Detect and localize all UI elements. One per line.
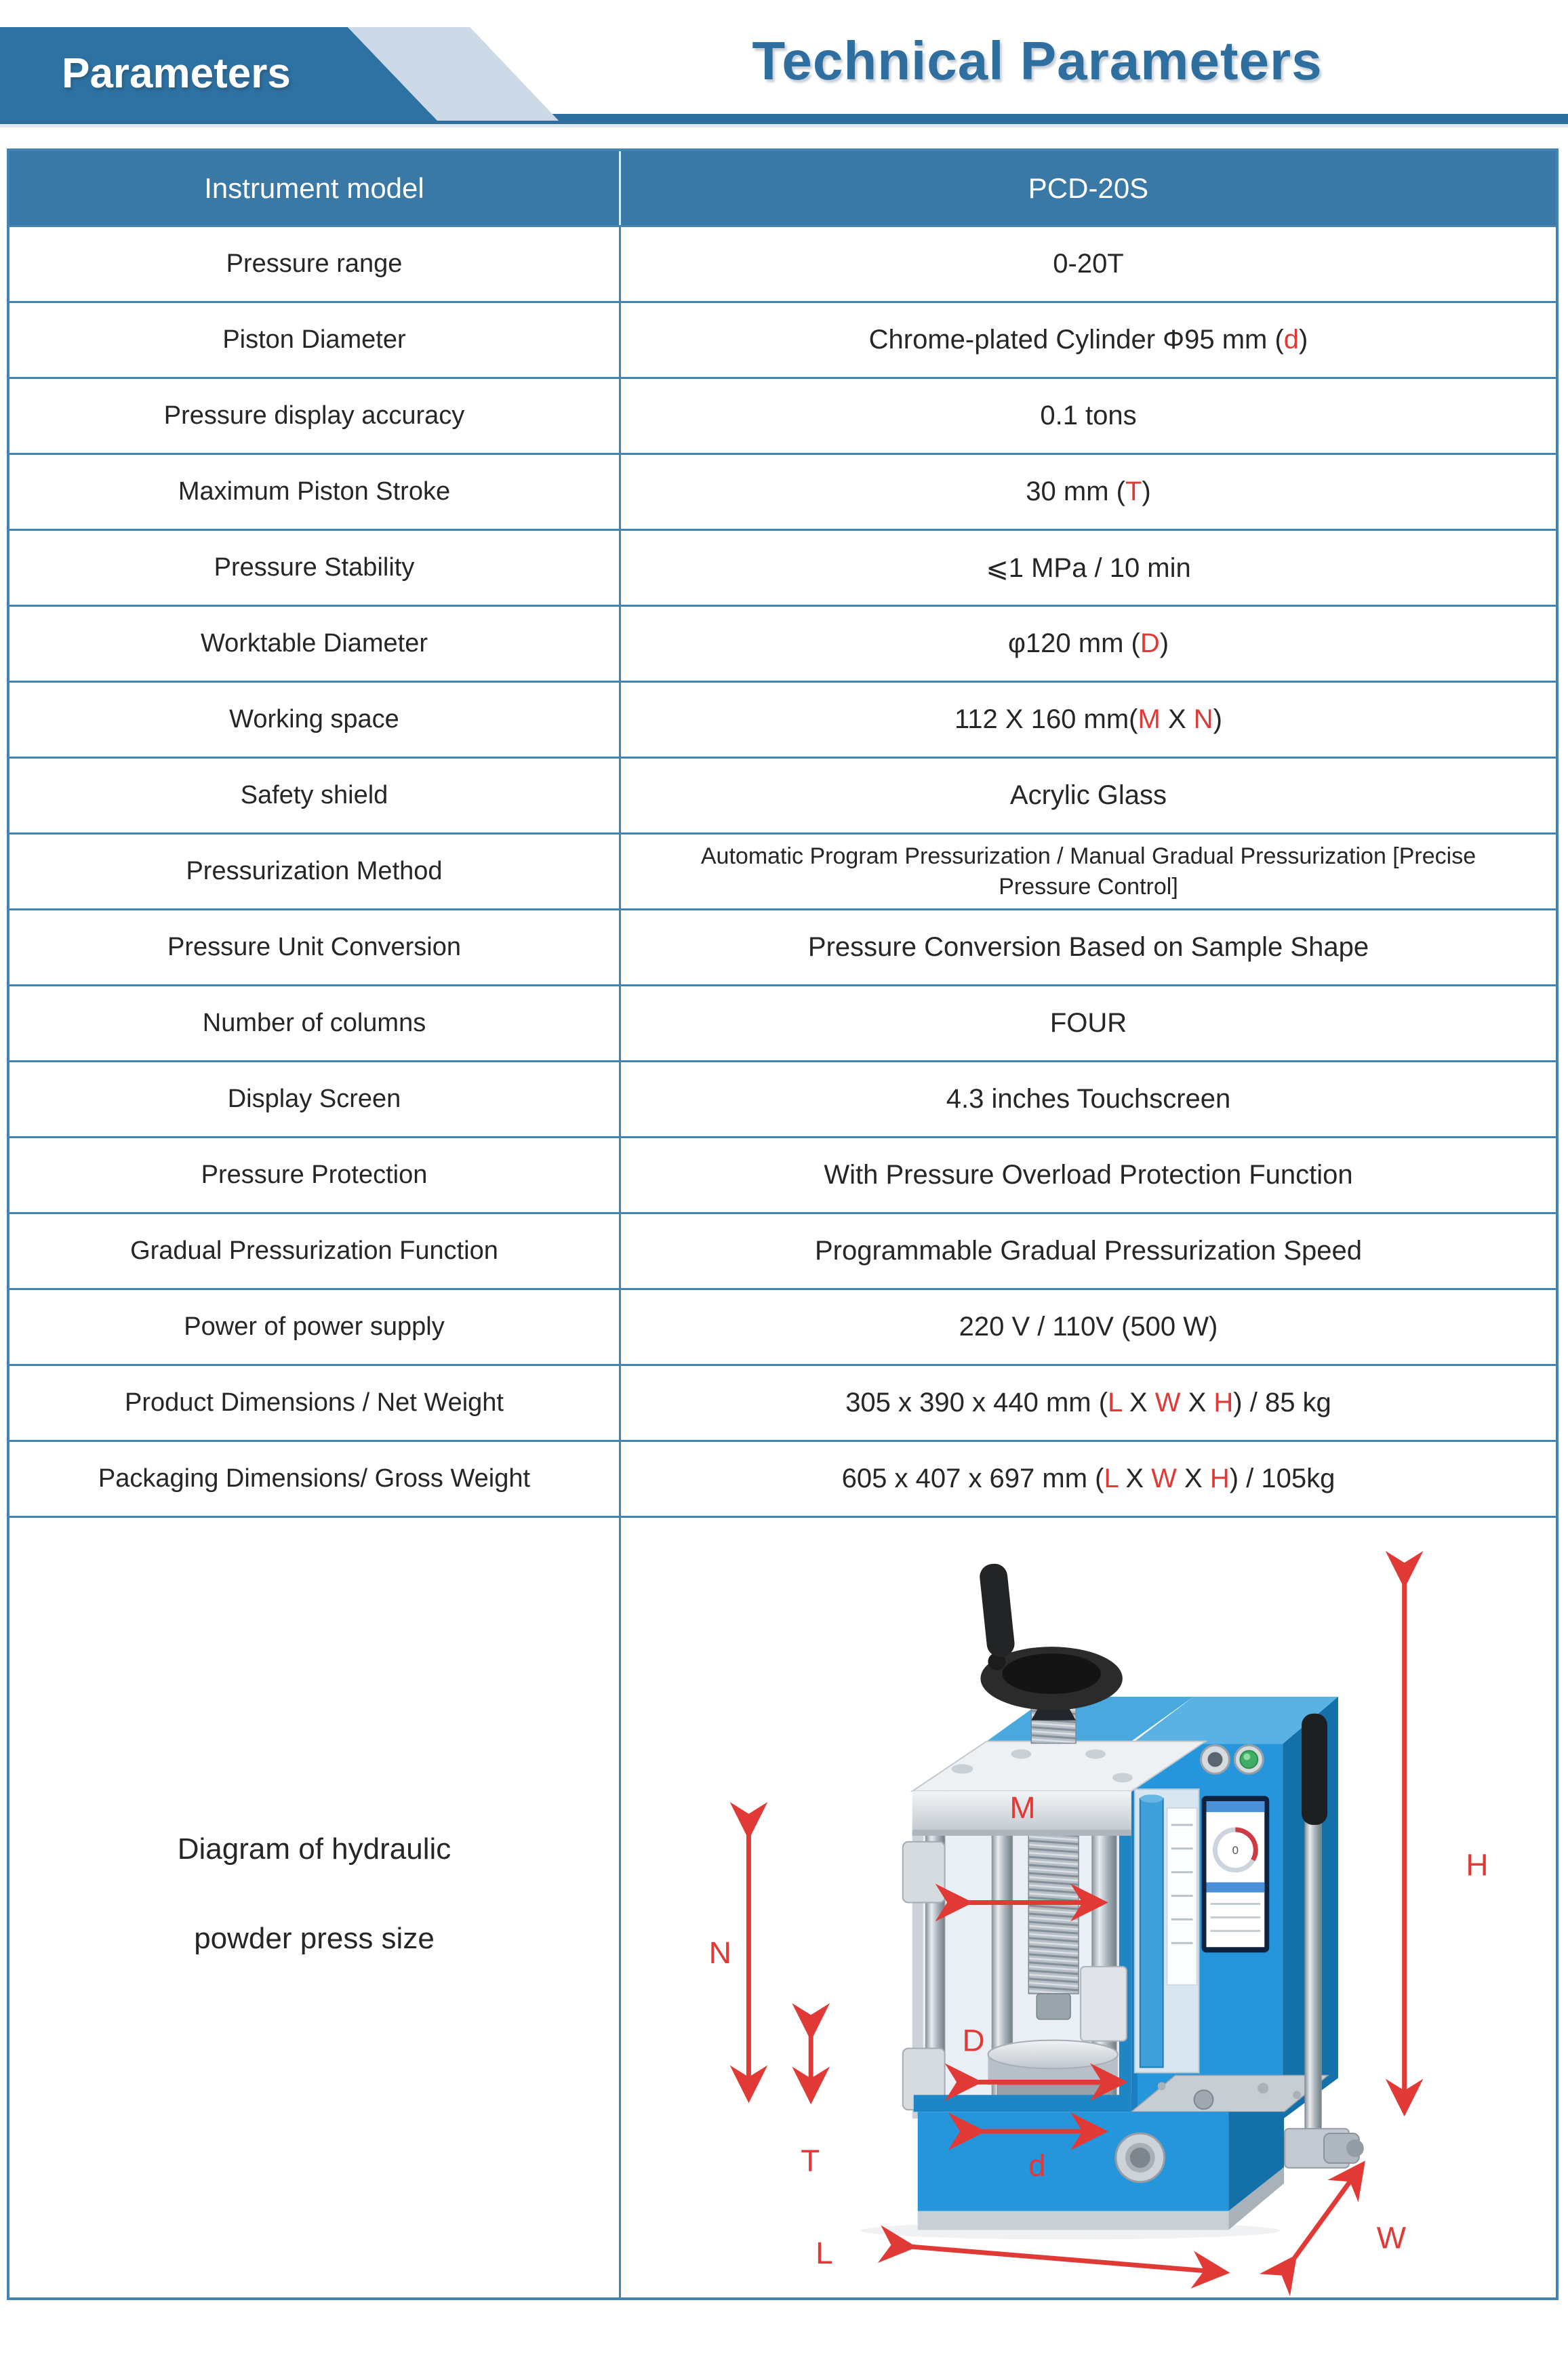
value-cell: Chrome-plated Cylinder Φ95 mm (d) [868, 325, 1308, 355]
table-row [9, 1138, 1556, 1214]
screen-header-bar [1206, 1801, 1264, 1812]
dimension-letter: M [1138, 704, 1161, 734]
start-button-highlight [1243, 1753, 1250, 1760]
page-title: Technical Parameters [752, 31, 1323, 91]
lever-rod [1305, 1815, 1321, 2129]
tray-bolt [1258, 2083, 1268, 2093]
table-row [9, 910, 1556, 986]
param-cell: Display Screen [9, 1062, 621, 1136]
press-machine [903, 1563, 1364, 2230]
header-param-cell: Instrument model [9, 151, 621, 225]
pump-cylinder-end [1346, 2139, 1364, 2157]
plate-bolt [1112, 1773, 1133, 1782]
worktable-top [988, 2040, 1117, 2069]
param-cell: Packaging Dimensions/ Gross Weight [9, 1442, 621, 1516]
chamber-floor [914, 2095, 1131, 2112]
dimension-letter: W [1154, 1388, 1181, 1417]
table-row [9, 607, 1556, 683]
value-cell: 305 x 390 x 440 mm (L X W X H) / 85 kg [845, 1388, 1331, 1417]
dimension-letter: W [1151, 1464, 1177, 1493]
param-cell: Pressure Stability [9, 531, 621, 605]
dim-label-T: T [801, 2143, 820, 2178]
value-cell: 30 mm (T) [1026, 477, 1151, 506]
value-cell: Pressure Conversion Based on Sample Shape [807, 932, 1369, 962]
header-value-cell: PCD-20S [1028, 172, 1149, 204]
shield-hinge-top [903, 1842, 945, 1903]
diagram-row [9, 1518, 1556, 2297]
dim-arrow-W [1294, 2165, 1363, 2258]
tray-filler-cap [1194, 2090, 1213, 2109]
value-cell: φ120 mm (D) [1007, 628, 1169, 658]
dimension-letter: L [1108, 1388, 1122, 1417]
plate-bolt [952, 1764, 973, 1773]
dimension-letter: L [1104, 1464, 1119, 1493]
table-row [9, 1290, 1556, 1366]
value-cell: FOUR [1049, 1008, 1127, 1038]
press-diagram [621, 1518, 1556, 2297]
table-row [9, 531, 1556, 607]
plate-bolt [1011, 1750, 1031, 1759]
param-cell: Pressurization Method [9, 834, 621, 908]
param-cell: Pressure display accuracy [9, 379, 621, 453]
table-row [9, 683, 1556, 759]
param-cell: Worktable Diameter [9, 607, 621, 681]
value-cell: Programmable Gradual Pressurization Speed [814, 1236, 1363, 1266]
handwheel-bowl [1002, 1653, 1101, 1694]
dimension-letter: d [1283, 325, 1300, 355]
param-cell: Maximum Piston Stroke [9, 455, 621, 529]
press-screw [1028, 1835, 1079, 1994]
table-row [9, 1062, 1556, 1138]
dim-arrow-L [912, 2247, 1226, 2272]
param-cell: Working space [9, 683, 621, 757]
dim-label-H: H [1466, 1847, 1489, 1883]
dim-label-L: L [816, 2236, 833, 2271]
touchscreen [1206, 1801, 1264, 1947]
table-row [9, 834, 1556, 910]
param-cell: Product Dimensions / Net Weight [9, 1366, 621, 1440]
value-cell: 0.1 tons [1040, 401, 1137, 430]
table-row [9, 227, 1556, 303]
column-slider-block [1081, 1967, 1127, 2041]
table-row [9, 1214, 1556, 1290]
param-cell: Pressure Protection [9, 1138, 621, 1212]
diagram-caption [9, 1518, 621, 2297]
param-cell: Pressure Unit Conversion [9, 910, 621, 984]
table-row [9, 303, 1556, 379]
value-cell: 112 X 160 mm(M X N) [954, 704, 1222, 734]
release-knob-center [1130, 2148, 1150, 2168]
screw-collar [1037, 1994, 1070, 2019]
base-foot-front [918, 2211, 1229, 2230]
value-cell: Acrylic Glass [1009, 780, 1167, 810]
param-cell: Power of power supply [9, 1290, 621, 1364]
table-row [9, 455, 1556, 531]
dim-label-N: N [708, 1935, 731, 1971]
table-row [9, 759, 1556, 834]
tray-bolt [1293, 2091, 1301, 2099]
dim-label-M: M [1009, 1790, 1036, 1826]
dimension-letter: H [1209, 1464, 1230, 1493]
screen-button-bar [1206, 1883, 1264, 1893]
diagram-caption-line1: Diagram of hydraulic [177, 1832, 451, 1866]
lever-grip [1302, 1714, 1327, 1825]
dim-label-D: D [962, 2023, 985, 2058]
dimension-letter: H [1213, 1388, 1234, 1417]
plate-bolt [1085, 1750, 1106, 1759]
wheel-grip-handle [978, 1563, 1016, 1658]
table-row [9, 1366, 1556, 1442]
dim-label-W: W [1376, 2220, 1407, 2255]
table-header-row [9, 151, 1556, 227]
oil-gauge-tube-top [1140, 1794, 1163, 1803]
table-row [9, 1442, 1556, 1518]
diagram-cell [621, 1518, 1556, 2297]
top-plate-edge [912, 1830, 1131, 1836]
table-row [9, 986, 1556, 1062]
screen-gauge-value: 0 [1232, 1843, 1239, 1857]
value-cell: 605 x 407 x 697 mm (L X W X H) / 105kg [841, 1464, 1335, 1493]
base-front-face [918, 2112, 1229, 2211]
dim-label-d: d [1028, 2148, 1046, 2183]
tab-label: Parameters [62, 50, 291, 97]
power-indicator-center [1207, 1752, 1222, 1767]
dimension-letter: N [1193, 704, 1213, 734]
param-cell: Piston Diameter [9, 303, 621, 377]
dimension-letter: T [1125, 477, 1142, 506]
value-cell: Automatic Program Pressurization / Manual Gradual Pressurization [Precise Pressure Control] [700, 843, 1476, 900]
spec-table [7, 148, 1559, 2300]
value-cell: 220 V / 110V (500 W) [959, 1312, 1218, 1342]
value-cell: 4.3 inches Touchscreen [946, 1084, 1231, 1114]
tray-bolt [1158, 2082, 1166, 2090]
value-cell: ⩽1 MPa / 10 min [986, 552, 1191, 583]
dimension-letter: D [1140, 628, 1160, 658]
header-rule-shadow [0, 124, 1568, 127]
param-cell: Safety shield [9, 759, 621, 832]
value-cell: 0-20T [1053, 249, 1124, 279]
oil-gauge-tube [1140, 1798, 1163, 2067]
table-row [9, 379, 1556, 455]
diagram-caption-line2: powder press size [194, 1922, 435, 1955]
param-cell: Gradual Pressurization Function [9, 1214, 621, 1288]
param-cell: Pressure range [9, 227, 621, 301]
param-cell: Number of columns [9, 986, 621, 1060]
value-cell: With Pressure Overload Protection Function [824, 1160, 1353, 1190]
